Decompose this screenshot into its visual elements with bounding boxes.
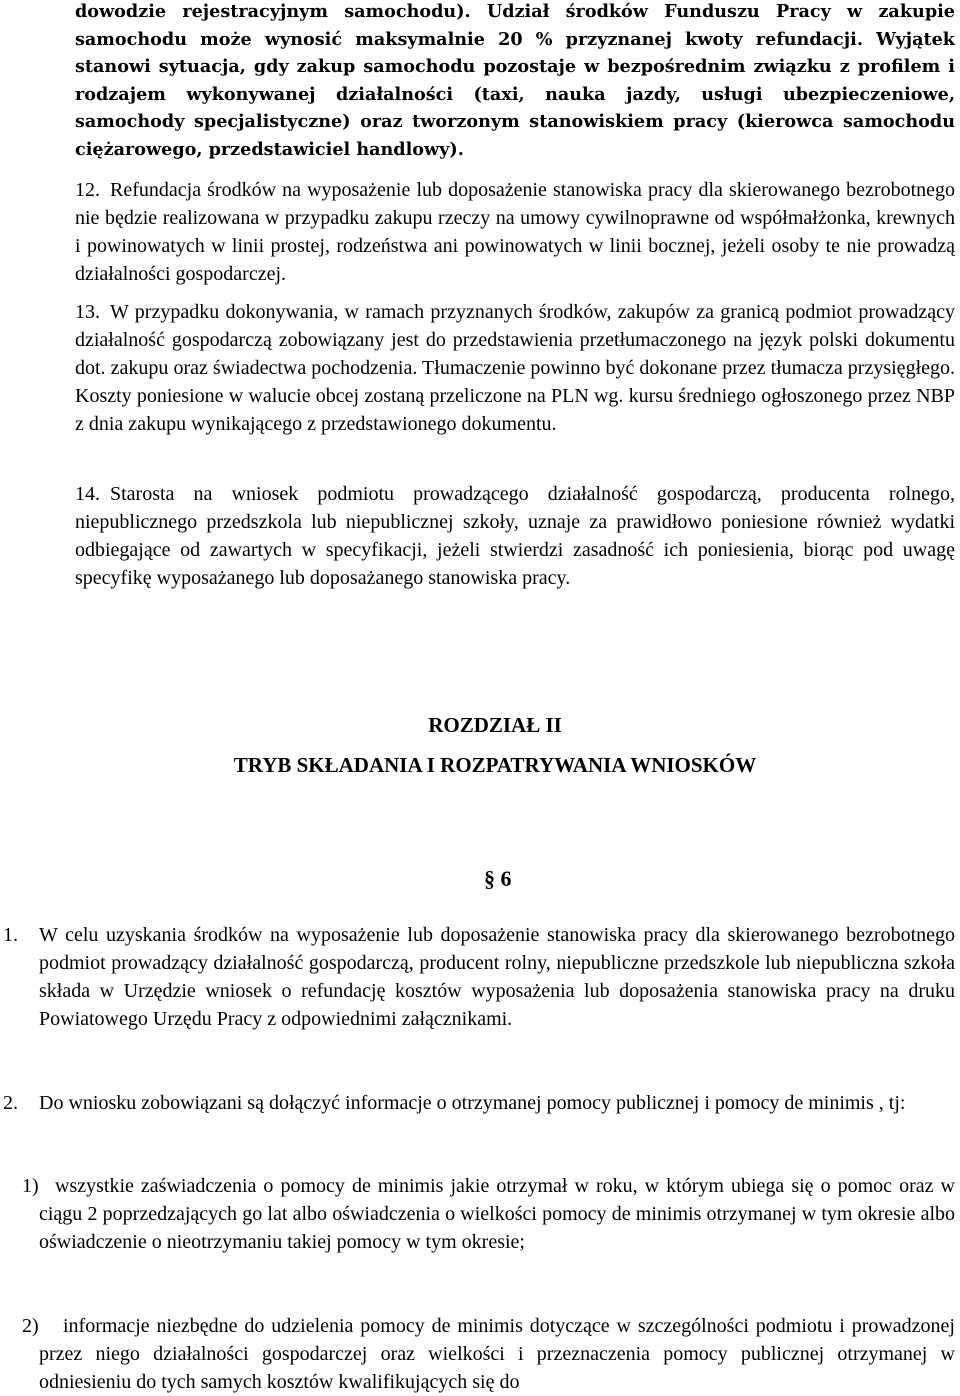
- point-text: W przypadku dokonywania, w ramach przyznanych środków, zakupów za granicą podmiot prowadzący działalność gospodarczą zobowiązany jest do przedstawienia przetłumaczonego na język polski dokumentu dot. zakupu oraz świadectwa pochodzenia. Tłumaczenie powinno być dokonane przez tłumacza przysięgłego. Koszty poniesione w walucie obcej zostaną przeliczone na PLN wg. kursu średniego ogłoszonego przez NBP z dnia zakupu wynikającego z przedstawionego dokumentu.: [75, 301, 955, 435]
- item-text: Do wniosku zobowiązani są dołączyć informacje o otrzymanej pomocy publicznej i pomocy de minimis , tj:: [39, 1092, 906, 1114]
- sub-item-text: informacje niezbędne do udzielenia pomocy de minimis dotyczące w szczególności podmiotu i prowadzonej przez niego działalności gospodarczej oraz wielkości i przeznaczenia pomocy publicznej otrzymanej w odniesieniu do tych samych kosztów kwalifikujących się do: [39, 1315, 955, 1393]
- point-text: Refundacja środków na wyposażenie lub doposażenie stanowiska pracy dla skierowanego bezrobotnego nie będzie realizowana w przypadku zakupu rzeczy na umowy cywilnoprawne od współmałżonka, krewnych i powinowatych w linii prostej, rodzeństwa ani powinowatych w linii bocznej, jeżeli osoby te nie prowadzą działalności gospodarczej.: [75, 179, 955, 285]
- point-number: 13.: [75, 301, 100, 323]
- sub-item-text: wszystkie zaświadczenia o pomocy de minimis jakie otrzymał w roku, w którym ubiega się o pomoc oraz w ciągu 2 poprzedzających go lat albo oświadczenia o wielkości pomocy de minimis otrzymanej w tym okresie albo oświadczenie o nieotrzymaniu takiej pomocy w tym okresie;: [39, 1175, 955, 1253]
- point-text: Starosta na wniosek podmiotu prowadzącego działalność gospodarczą, producenta rolnego, niepublicznego przedszkola lub niepublicznej szkoły, uznaje za prawidłowo poniesione również wydatki odbiegające od zawartych w specyfikacji, jeżeli stwierdzi zasadność ich poniesienia, biorąc pod uwagę specyfikę wyposażanego lub doposażanego stanowiska pracy.: [75, 483, 955, 589]
- point-number: 14.: [75, 483, 100, 505]
- sub-item-number: 1): [22, 1175, 39, 1197]
- item-number: 2.: [3, 1092, 18, 1114]
- section-sign: § 6: [484, 866, 512, 891]
- sub-item-number: 2): [22, 1315, 39, 1337]
- point-number: 12.: [75, 179, 100, 201]
- intro-paragraph: dowodzie rejestracyjnym samochodu). Udział środków Funduszu Pracy w zakupie samochodu może wynosić maksymalnie 20 % przyznanej kwoty refundacji. Wyjątek stanowi sytuacja, gdy zakup samochodu pozostaje w bezpośrednim związku z profilem i rodzajem wykonywanej działalności (taxi, nauka jazdy, usługi ubezpieczeniowe, samochody specjalistyczne) oraz tworzonym stanowiskiem pracy (kierowca samochodu ciężarowego, przedstawiciel handlowy).: [75, 1, 955, 160]
- item-text: W celu uzyskania środków na wyposażenie lub doposażenie stanowiska pracy dla skierowanego bezrobotnego podmiot prowadzący działalność gospodarczą, producent rolny, niepubliczne przedszkole lub niepubliczna szkoła składa w Urzędzie wniosek o refundację kosztów wyposażenia lub doposażenia stanowiska pracy na druku Powiatowego Urzędu Pracy z odpowiednimi załącznikami.: [39, 924, 955, 1030]
- chapter-title: ROZDZIAŁ II: [428, 713, 562, 737]
- item-number: 1.: [3, 924, 18, 946]
- chapter-subtitle: TRYB SKŁADANIA I ROZPATRYWANIA WNIOSKÓW: [233, 753, 757, 777]
